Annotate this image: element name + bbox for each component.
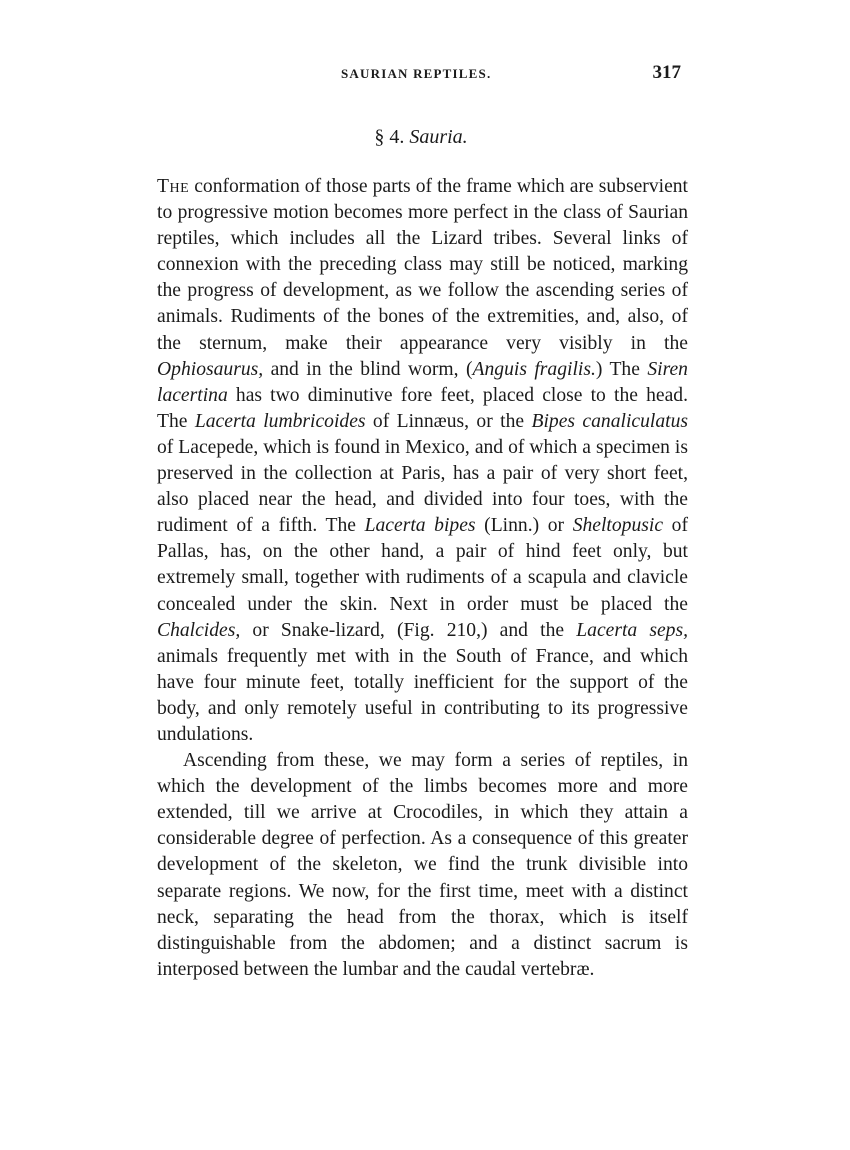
section-heading — [157, 126, 685, 149]
section-number: § 4. — [374, 126, 405, 148]
page-number: 317 — [652, 62, 681, 83]
text-run: conformation of those parts of the frame which are subservient to progressive motion becomes more perfect in the class of Saurian reptiles, which includes all the Lizard tribes. Several links of connexion with the preceding class may still be noticed, marking the progress of development, as we follow the ascending series of animals. Rudiments of the bones of the extremities, and, also, of the sternum, make their appearance very visibly in the — [157, 176, 688, 354]
italic-term: Lacerta seps, — [576, 619, 689, 641]
paragraph: Ascending from these, we may form a series of reptiles, in which the development of the limbs becomes more and more extended, till we arrive at Crocodiles, in which they attain a considerable degree of perfection. As a consequence of this greater development of the skeleton, we find the trunk divisible into separate regions. We now, for the first time, meet with a distinct neck, separating the head from the thorax, which is itself distinguishable from the abdomen; and a distinct sacrum is interposed between the lumbar and the caudal vertebræ. — [157, 750, 688, 980]
italic-term: Siren lacertina — [157, 358, 688, 406]
text-run: of Pallas, has, on the other hand, a pair of hind feet only, but extremely small, together with rudiments of a scapula and clavicle concealed under the skin. Next in order must be placed the — [157, 515, 688, 615]
text-run: and in the blind worm, ( — [263, 358, 473, 380]
italic-term: Lacerta lumbricoides — [194, 410, 366, 432]
lead-word: The — [157, 176, 190, 197]
text-run: has two diminutive fore feet, placed close to the head. The — [157, 384, 688, 432]
text-run: (Linn.) or — [475, 515, 573, 537]
text-run: animals frequently met with in the South of France, and which have four minute feet, totally inefficient for the support of the body, and only remotely useful in contributing to its progressive undulations. — [157, 645, 688, 745]
italic-term: Anguis fragilis. — [472, 358, 596, 380]
text-run: ) The — [595, 358, 648, 380]
paragraph — [157, 174, 688, 748]
italic-term: Sheltopusic — [572, 515, 664, 537]
text-run: of Lacepede, which is found in Mexico, and of which a specimen is preserved in the collection at Paris, has a pair of very short feet, also placed near the head, and divided into four toes, with the rudiment of a fifth. The — [157, 436, 688, 537]
section-name: Sauria. — [409, 126, 468, 148]
body-text — [157, 174, 688, 983]
italic-term: Chalcides, — [157, 619, 241, 641]
text-run: or Snake-lizard, (Fig. 210,) and the — [240, 619, 577, 641]
italic-term: Lacerta bipes — [364, 515, 476, 537]
italic-term: Bipes canaliculatus — [531, 410, 688, 432]
running-header — [157, 62, 685, 88]
italic-term: Ophiosaurus, — [157, 358, 264, 380]
text-run: of Linnæus, or the — [365, 410, 532, 432]
running-title: SAURIAN REPTILES. — [341, 66, 492, 81]
